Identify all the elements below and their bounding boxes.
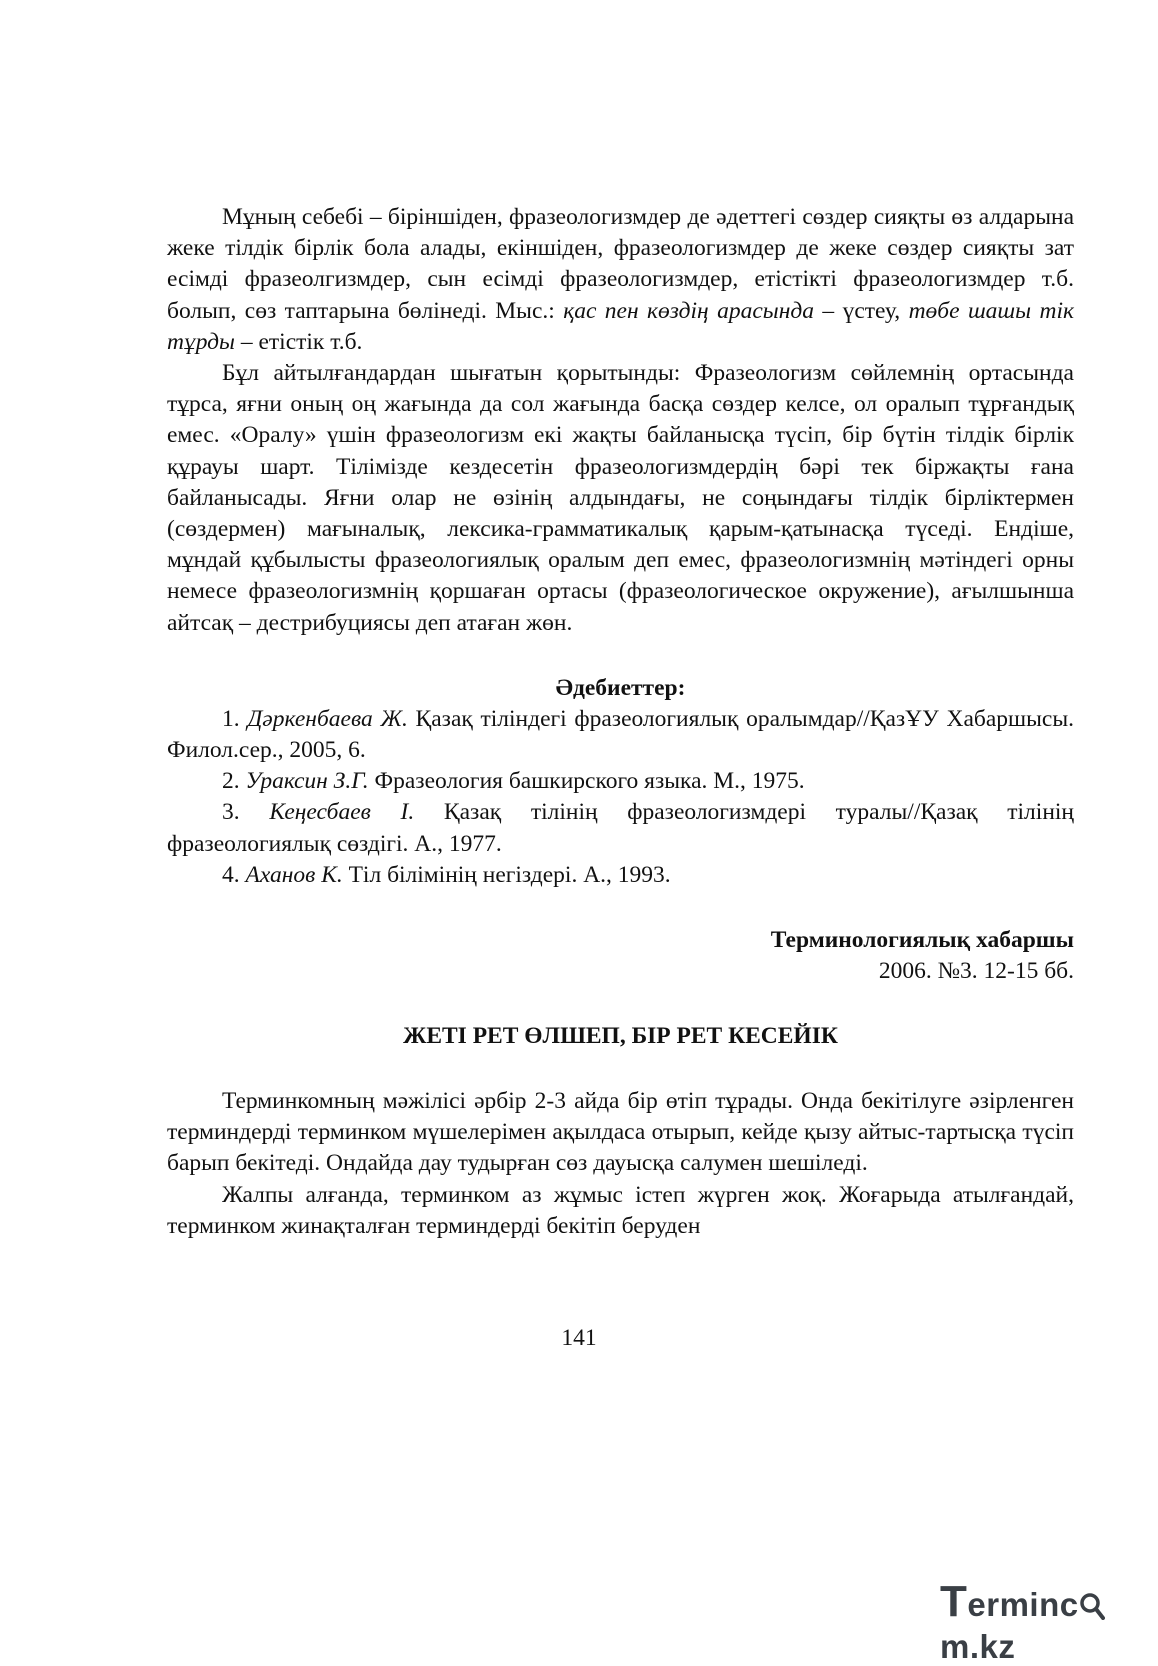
source-citation (167, 925, 1074, 987)
paragraph-1 (167, 202, 1074, 358)
watermark-text-b: m.kz (940, 1628, 1016, 1665)
paragraph-1-text-a: Мұның себебі – біріншіден, фразеологизмдер де әдеттегі сөздер сияқты өз алдарына жеке тілдік бірлік бола алады, екіншіден, фразеологизмдер де жеке сөздер сияқты зат есімді фразеолгизмдер, сын есімді фразеологизмдер, етістікті фразеологизмдер т.б. болып, сөз таптарына бөлінеді. Мыс.: (167, 204, 1074, 324)
section-paragraph-1: Терминкомның мәжілісі әрбір 2-3 айда бір өтіп тұрады. Онда бекітілуге әзірленген терминдерді терминком мүшелерімен ақылдаса отырып, кейде қызу айтыс-тартысқа түсіп барып бекітеді. Ондайда дау тудырған сөз дауысқа салумен шешіледі. (167, 1088, 1074, 1177)
magnifier-icon (1079, 1590, 1105, 1628)
paragraph-2: Бұл айтылғандардан шығатын қорытынды: Фразеологизм сөйлемнің ортасында тұрса, яғни оның оң жағында да сол жағында басқа сөздер келсе, ол оралып тұрғандық емес. «Оралу» үшін фразеологизм екі жақты байланысқа түсіп, бір бүтін тілдік бірлік құрауы шарт. Тілімізде кездесетін фразеологизмдердің бәрі тек біржақты ғана байланысады. Яғни олар не өзінің алдындағы, не соңындағы тілдік бірліктермен (сөздермен) мағыналық, лексика-грамматикалық қарым-қатынасқа түседі. Ендіше, мұндай құбылысты фразеологиялық оралым деп емес, фразеологизмнің мәтіндегі орны немесе фразеологизмнің қоршаған ортасы (фразеологическое окружение), ағылшынша айтсақ – дестрибуциясы деп атаған жөн. (167, 360, 1074, 636)
watermark-logo (940, 1577, 1158, 1666)
reference-number: 2. (222, 768, 240, 795)
page-number: 141 (561, 1325, 597, 1351)
reference-number: 1. (222, 705, 240, 732)
references-title: Әдебиеттер: (555, 674, 686, 701)
source-journal: Терминологиялық хабаршы (770, 927, 1074, 954)
reference-author: Кеңесбаев І. (269, 799, 415, 826)
source-issue: 2006. №3. 12-15 бб. (878, 958, 1074, 985)
reference-author: Ураксин З.Г. (245, 768, 369, 795)
watermark-letter-t: T (940, 1577, 968, 1626)
reference-item (167, 704, 1074, 766)
paragraph-1-text-b: – үстеу, (814, 297, 909, 324)
watermark-text-a: erminc (967, 1586, 1079, 1623)
reference-number: 4. (222, 861, 240, 888)
reference-text: Фразеология башкирского языка. М., 1975. (368, 768, 805, 795)
reference-number: 3. (222, 799, 240, 826)
reference-item (167, 766, 1074, 797)
reference-text: Қазақ тілінің фразеологизмдері туралы//Қазақ тілінің фразеологиялық сөздігі. А., 1977. (167, 799, 1074, 857)
section-paragraph-2: Жалпы алғанда, терминком аз жұмыс істеп жүрген жоқ. Жоғарыда атылғандай, терминком жинақталған терминдерді бекітіп беруден (167, 1181, 1074, 1239)
reference-text: Қазақ тіліндегі фразеологиялық оралымдар//ҚазҰУ Хабаршысы. Филол.сер., 2005, 6. (167, 705, 1075, 764)
references-list (167, 704, 1074, 891)
reference-item (167, 860, 1074, 891)
reference-author: Аханов К. (245, 861, 343, 888)
reference-item (167, 797, 1074, 859)
paragraph-1-italic-a: қас пен көздің арасында (563, 297, 815, 324)
section-heading: ЖЕТІ РЕТ ӨЛШЕП, БІР РЕТ КЕСЕЙІК (403, 1023, 838, 1050)
document-page (167, 202, 1074, 1242)
paragraph-1-text-c: – етістік т.б. (234, 328, 363, 355)
reference-author: Дәркенбаева Ж. (247, 705, 408, 732)
reference-text: Тіл білімінің негіздері. А., 1993. (342, 861, 671, 888)
paragraph-1-italic-b: төбе шашы тік тұрды (167, 297, 1074, 355)
